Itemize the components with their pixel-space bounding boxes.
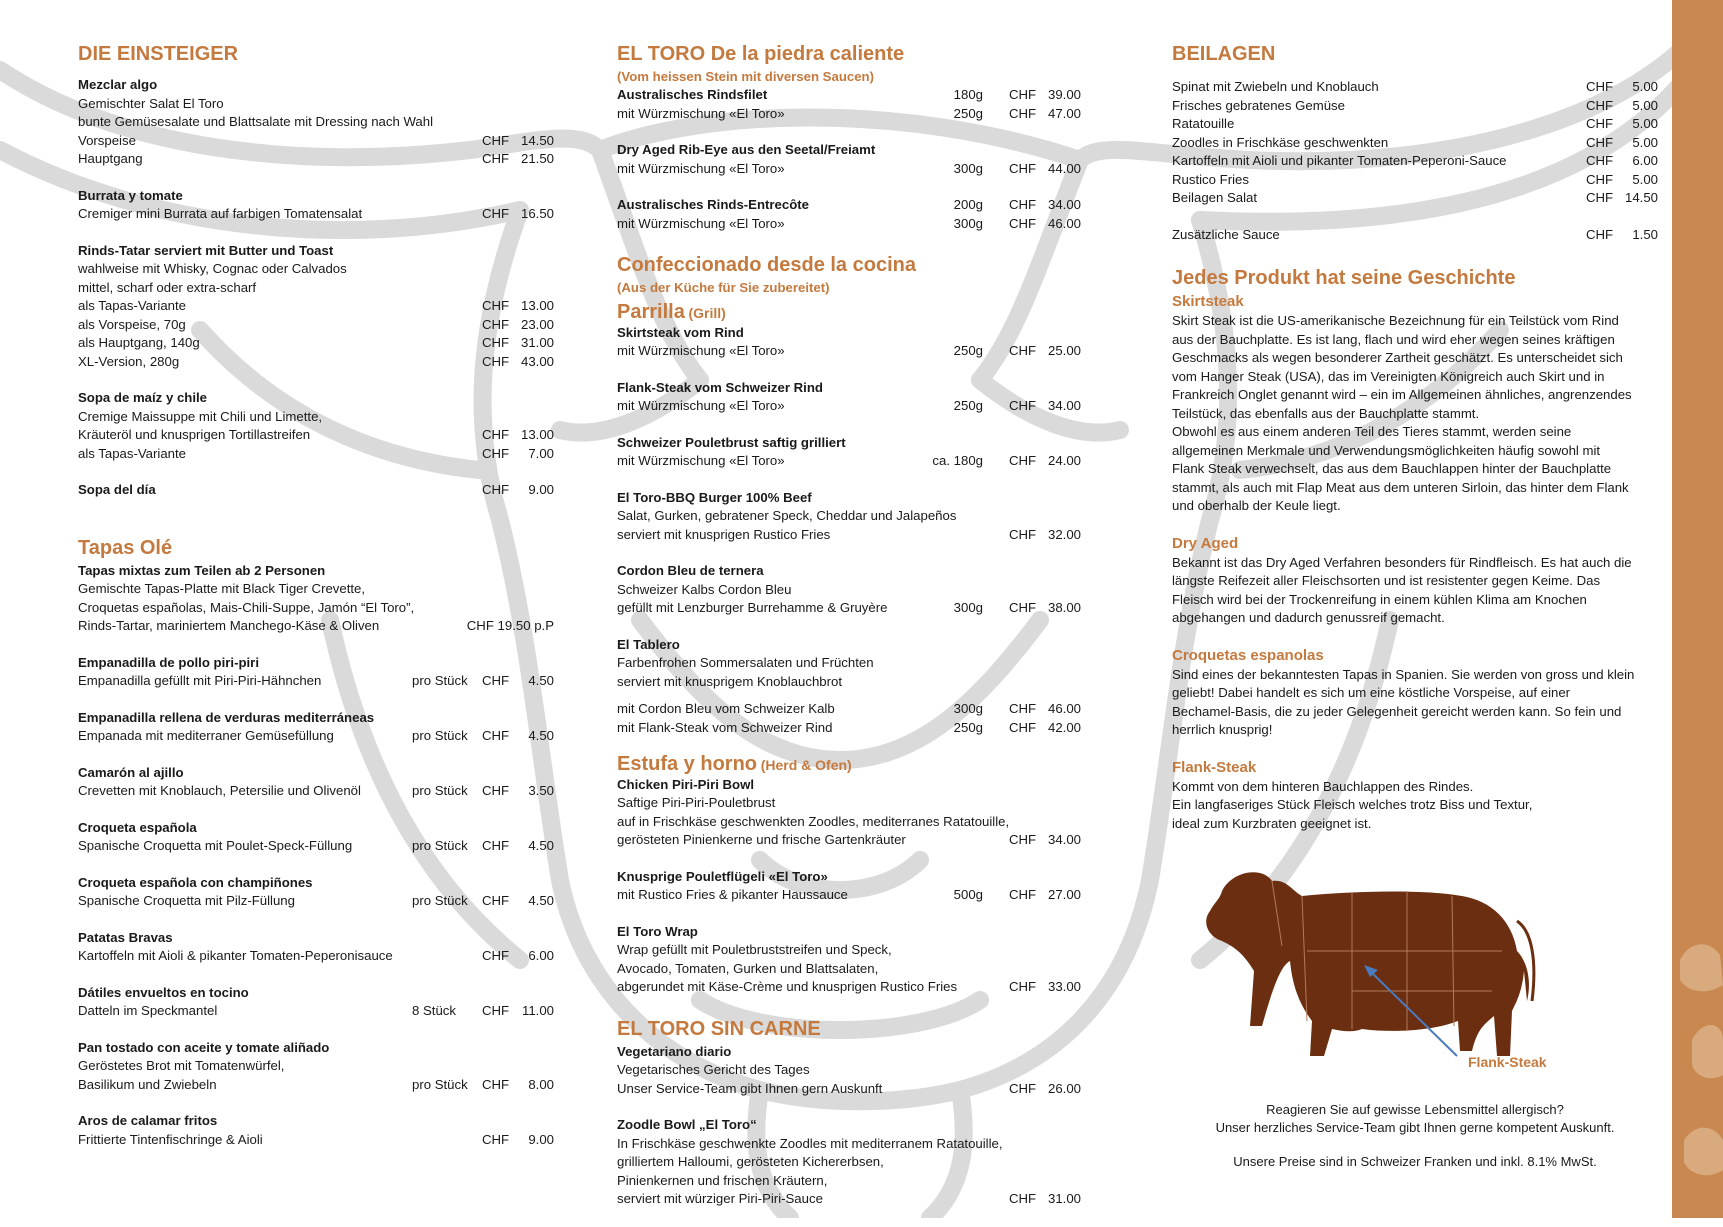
price-row: Rinds-Tartar, mariniertem Manchego-Käse & Oliven CHF 19.50 p.P	[78, 618, 554, 633]
price-row: als Tapas-Variante CHF 7.00	[78, 445, 554, 461]
price-row: mit Würzmischung «El Toro» 250g CHF 34.00	[617, 398, 1081, 413]
price-row: mit Cordon Bleu vom Schweizer Kalb 300g CHF 46.00	[617, 701, 1081, 716]
item-desc: Gemischter Salat El Toro	[78, 95, 224, 111]
price-row: mit Würzmischung «El Toro» 300g CHF 46.00	[617, 215, 1081, 231]
price-row: gerösteten Pinienkerne und frische Gartenkräuter CHF 34.00	[617, 832, 1081, 847]
price-row: Spanische Croquetta mit Poulet-Speck-Füllung pro Stück CHF 4.50	[78, 838, 554, 853]
item-name: Schweizer Pouletbrust saftig grilliert	[617, 434, 846, 450]
section-title-einsteiger: DIE EINSTEIGER	[78, 43, 239, 65]
price-row: Cremiger mini Burrata auf farbigen Tomatensalat CHF 16.50	[78, 206, 554, 221]
story-line: ideal zum Kurzbraten geeignet ist.	[1172, 815, 1372, 831]
item-name: Aros de calamar fritos	[78, 1113, 218, 1128]
item-name: Tapas mixtas zum Teilen ab 2 Personen	[78, 562, 326, 578]
menu-item-empanadilla	[78, 654, 554, 691]
menu-item-rindsfilet	[617, 86, 1081, 123]
item-name: Camarón al ajillo	[78, 764, 184, 780]
menu-item-piri-bowl	[617, 776, 1081, 850]
item-desc: Gemischte Tapas-Platte mit Black Tiger Crevette,	[78, 581, 366, 596]
section-title-cocina: Confeccionado desde la cocina	[617, 254, 916, 276]
item-name: Cordon Bleu de ternera	[617, 563, 764, 578]
list-item: Frisches gebratenes Gemüse CHF 5.00	[1172, 97, 1658, 113]
item-desc: serviert mit knusprigem Knoblauchbrot	[617, 673, 843, 689]
story-line: Fleisch wird bei der Trockenreifung in einem kühlen Klima am Knochen	[1172, 591, 1587, 607]
item-desc: Schweizer Kalbs Cordon Bleu	[617, 581, 792, 597]
price-row: XL-Version, 280g CHF 43.00	[78, 353, 554, 369]
item-desc: Saftige Piri-Piri-Pouletbrust	[617, 795, 776, 810]
item-name: Dátiles envueltos en tocino	[78, 984, 249, 1000]
item-desc: Wrap gefüllt mit Pouletbruststreifen und Speck,	[617, 942, 892, 957]
item-desc: Pinienkernen und frischen Kräutern,	[617, 1172, 828, 1188]
price-row: serviert mit würziger Piri-Piri-Sauce CHF 31.00	[617, 1191, 1081, 1206]
price-row: Australisches Rinds-Entrecôte 200g CHF 34.00	[617, 197, 1081, 212]
decorative-side-band	[1672, 0, 1723, 1218]
list-item-sauce: Zusätzliche Sauce CHF 1.50	[1172, 226, 1658, 242]
bull-silhouette-icon	[1672, 0, 1723, 1218]
story-line: allgemeinen Merkmale und Verwendungsmöglichkeiten häufig sowohl mit	[1172, 442, 1601, 458]
menu-item-pouletbrust	[617, 434, 1081, 471]
menu-item-croqueta-champinones	[78, 874, 554, 911]
item-name: Croqueta española con champiñones	[78, 874, 313, 890]
story-line: Sind eines der bekanntesten Tapas in Spanien. Sie werden von gross und klein	[1172, 666, 1635, 682]
item-desc: Cremige Maissuppe mit Chili und Limette,	[78, 408, 323, 424]
menu-item-skirtsteak	[617, 324, 1081, 361]
item-desc: Farbenfrohen Sommersalaten und Früchten	[617, 655, 874, 670]
section-title-estufa: Estufa y horno	[617, 753, 758, 775]
story-croquetas	[1172, 646, 1658, 740]
price-row: als Tapas-Variante CHF 13.00	[78, 298, 554, 313]
item-name: Patatas Bravas	[78, 929, 173, 945]
list-item: Kartoffeln mit Aioli und pikanter Tomaten-Peperoni-Sauce CHF 6.00	[1172, 153, 1658, 168]
cow-label: Flank-Steak	[1468, 1054, 1547, 1070]
story-line: abgehangen und dadurch genussreif gemacht.	[1172, 610, 1445, 625]
item-name: Mezclar algo	[78, 77, 158, 92]
price-row: Hauptgang CHF 21.50	[78, 151, 554, 166]
item-name: Pan tostado con aceite y tomate aliñado	[78, 1039, 330, 1055]
column-einsteiger-tapas	[78, 40, 554, 1167]
footer-line: Unser herzliches Service-Team gibt Ihnen gerne kompetent Auskunft.	[1215, 1120, 1615, 1135]
item-desc: Croquetas españolas, Mais-Chili-Suppe, Jamón “El Toro”,	[78, 599, 415, 615]
price-row: mit Würzmischung «El Toro» 250g CHF 25.00	[617, 343, 1081, 358]
price-row: mit Würzmischung «El Toro» 300g CHF 44.00	[617, 160, 1081, 176]
item-desc: wahlweise mit Whisky, Cognac oder Calvados	[78, 261, 347, 276]
story-line: Ein langfaseriges Stück Fleisch welches trotz Biss und Textur,	[1172, 797, 1533, 812]
menu-item-tablero	[617, 636, 1081, 738]
item-desc: auf in Frischkäse geschwenkten Zoodles, mediterranes Ratatouille,	[617, 813, 1010, 829]
cow-icon	[1192, 851, 1612, 1081]
story-line: Bechamel-Basis, die zu jeder Gelegenheit gereicht werden kann. So fein und	[1172, 703, 1622, 719]
story-title: Dry Aged	[1172, 534, 1239, 552]
price-row: Unser Service-Team gibt Ihnen gern Auskunft CHF 26.00	[617, 1080, 1081, 1096]
menu-item-calamar	[78, 1112, 554, 1149]
item-name: El Toro-BBQ Burger 100% Beef	[617, 489, 812, 505]
price-row: abgerundet mit Käse-Crème und knusprigen Rustico Fries CHF 33.00	[617, 979, 1081, 994]
item-name: Empanadilla rellena de verduras mediterráneas	[78, 709, 375, 725]
story-line: vom Hanger Steak (USA), das im Vereinigten Königreich auch Skirt und in	[1172, 368, 1605, 384]
section-subtitle-estufa: (Herd & Ofen)	[760, 757, 852, 773]
story-line: herrlich knusprig!	[1172, 722, 1273, 737]
price-row: serviert mit knusprigen Rustico Fries CHF 32.00	[617, 526, 1081, 542]
item-name: Flank-Steak vom Schweizer Rind	[617, 379, 823, 395]
item-desc: Salat, Gurken, gebratener Speck, Cheddar und Jalapeños	[617, 508, 957, 523]
menu-item-tatar	[78, 242, 554, 372]
price-row: Empanadilla gefüllt mit Piri-Piri-Hähnchen pro Stück CHF 4.50	[78, 673, 554, 688]
section-title-tapas: Tapas Olé	[78, 536, 173, 559]
column-main-dishes	[617, 40, 1081, 1227]
item-name: Rinds-Tatar serviert mit Butter und Toast	[78, 242, 334, 258]
section-title-parrilla: Parrilla	[617, 301, 685, 323]
item-name: Vegetariano diario	[617, 1043, 732, 1059]
section-subtitle-parrilla: (Grill)	[688, 305, 726, 321]
story-line: Obwohl es aus einem anderen Teil des Tieres stammt, werden seine	[1172, 424, 1572, 439]
story-line: und oberhalb der Keule liegt.	[1172, 498, 1341, 513]
section-title-beilagen: BEILAGEN	[1172, 43, 1276, 65]
price-row: Kräuteröl und knusprigen Tortillastreifen CHF 13.00	[78, 427, 554, 442]
menu-item-flank-steak	[617, 379, 1081, 416]
item-desc: Geröstetes Brot mit Tomatenwürfel,	[78, 1058, 285, 1073]
section-title-piedra: EL TORO De la piedra caliente	[617, 43, 905, 65]
menu-item-patatas	[78, 929, 554, 966]
menu-item-camaron	[78, 764, 554, 801]
price-row: Australisches Rindsfilet 180g CHF 39.00	[617, 87, 1081, 102]
item-name: Knusprige Pouletflügeli «El Toro»	[617, 868, 828, 884]
price-row: mit Würzmischung «El Toro» ca. 180g CHF 24.00	[617, 453, 1081, 468]
story-line: Skirt Steak ist die US-amerikanische Bezeichnung für ein Teilstück vom Rind	[1172, 313, 1619, 328]
footer-allergy	[1172, 1101, 1658, 1171]
section-title-sin-carne: EL TORO SIN CARNE	[617, 1017, 821, 1040]
item-name: El Tablero	[617, 636, 680, 652]
list-item: Ratatouille CHF 5.00	[1172, 116, 1658, 131]
list-item: Spinat mit Zwiebeln und Knoblauch CHF 5.00	[1172, 79, 1658, 94]
story-line: Flank Steak verwechselt, das aus dem Bauchlappen hinter der Bauchplatte	[1172, 461, 1612, 476]
story-line: geliebt! Dabei handelt es sich um eine köstliche Vorspeise, auf einer	[1172, 685, 1571, 700]
price-row: gefüllt mit Lenzburger Burrehamme & Gruyère 300g CHF 38.00	[617, 600, 1081, 615]
menu-item-burger	[617, 489, 1081, 545]
item-name: Burrata y tomate	[78, 187, 183, 203]
price-row: Vorspeise CHF 14.50	[78, 132, 554, 148]
beilagen-list	[1172, 78, 1658, 244]
price-row: Basilikum und Zwiebeln pro Stück CHF 8.00	[78, 1076, 554, 1092]
story-line: längste Reifezeit aller Fleischsorten und ist resistenter gegen Keime. Das	[1172, 573, 1601, 588]
menu-item-pan	[78, 1039, 554, 1095]
price-row: Datteln im Speckmantel 8 Stück CHF 11.00	[78, 1003, 554, 1018]
item-name: Skirtsteak vom Rind	[617, 324, 744, 340]
list-item: Rustico Fries CHF 5.00	[1172, 171, 1658, 187]
item-name: Zoodle Bowl „El Toro“	[617, 1117, 757, 1132]
item-desc: grilliertem Halloumi, gerösteten Kichererbsen,	[617, 1154, 884, 1169]
story-dry-aged	[1172, 534, 1658, 628]
menu-item-burrata	[78, 187, 554, 224]
item-desc: Vegetarisches Gericht des Tages	[617, 1062, 810, 1077]
item-name: Empanadilla de pollo piri-piri	[78, 654, 259, 670]
price-row: als Hauptgang, 140g CHF 31.00	[78, 335, 554, 350]
menu-item-datiles	[78, 984, 554, 1021]
cow-diagram	[1172, 851, 1658, 1101]
menu-item-pouletfluegeli	[617, 868, 1081, 905]
story-line: Bekannt ist das Dry Aged Verfahren besonders für Rindfleisch. Es hat auch die	[1172, 554, 1632, 570]
story-line: Frankreich Onglet genannt wird – ein im Allgemeinen ähnliches, angrenzendes	[1172, 387, 1632, 402]
price-row: Spanische Croquetta mit Pilz-Füllung pro Stück CHF 4.50	[78, 893, 554, 908]
menu-item-vegetariano	[617, 1043, 1081, 1099]
item-name: Chicken Piri-Piri Bowl	[617, 776, 755, 792]
menu-item-cordon-bleu	[617, 562, 1081, 618]
footer-prices-note: Unsere Preise sind in Schweizer Franken und inkl. 8.1% MwSt.	[1233, 1154, 1597, 1169]
story-title: Skirtsteak	[1172, 293, 1244, 310]
price-row: Empanada mit mediterraner Gemüsefüllung pro Stück CHF 4.50	[78, 728, 554, 743]
item-name: El Toro Wrap	[617, 923, 698, 939]
item-name: Croqueta española	[78, 819, 197, 835]
price-row: Crevetten mit Knoblauch, Petersilie und Olivenöl pro Stück CHF 3.50	[78, 783, 554, 798]
price-row: mit Rustico Fries & pikanter Haussauce 500g CHF 27.00	[617, 887, 1081, 902]
menu-item-maiz	[78, 389, 554, 463]
menu-item-zoodle-bowl	[617, 1116, 1081, 1209]
menu-item-wrap	[617, 923, 1081, 997]
list-item: Beilagen Salat CHF 14.50	[1172, 190, 1658, 205]
column-beilagen-stories	[1172, 40, 1658, 1171]
section-title-geschichte: Jedes Produkt hat seine Geschichte	[1172, 267, 1516, 289]
story-line: Kommt von dem hinteren Bauchlappen des Rindes.	[1172, 778, 1474, 794]
menu-item-rib-eye	[617, 141, 1081, 178]
story-title: Croquetas espanolas	[1172, 646, 1324, 664]
item-desc: In Frischkäse geschwenkte Zoodles mit mediterranem Ratatouille,	[617, 1135, 1003, 1151]
menu-item-tapas-mixtas	[78, 562, 554, 636]
list-item: Zoodles in Frischkäse geschwenkten CHF 5.00	[1172, 134, 1658, 150]
price-row: Kartoffeln mit Aioli & pikanter Tomaten-Peperonisauce CHF 6.00	[78, 948, 554, 963]
price-row: mit Würzmischung «El Toro» 250g CHF 47.00	[617, 105, 1081, 121]
price-row: als Vorspeise, 70g CHF 23.00	[78, 316, 554, 332]
story-flank-steak	[1172, 758, 1658, 834]
price-row: Frittierte Tintenfischringe & Aioli CHF 9.00	[78, 1131, 554, 1147]
story-line: Teilstück, das ebenfalls aus der Bauchplatte stammt.	[1172, 405, 1480, 421]
story-title: Flank-Steak	[1172, 758, 1257, 776]
price-row: mit Flank-Steak vom Schweizer Rind 250g CHF 42.00	[617, 719, 1081, 735]
story-line: Geschmacks als wegen besonderer Zartheit geschätzt. Es unterscheidet sich	[1172, 350, 1623, 365]
section-subtitle-cocina: (Aus der Küche für Sie zubereitet)	[617, 280, 830, 295]
story-line: stammt, als auch mit Flap Meat aus dem unteren Sirloin, das hinter dem Flank	[1172, 479, 1629, 495]
item-desc: mittel, scharf oder extra-scharf	[78, 279, 257, 295]
item-name: Dry Aged Rib-Eye aus den Seetal/Freiamt	[617, 142, 876, 157]
footer-line: Reagieren Sie auf gewisse Lebensmittel allergisch?	[1266, 1102, 1564, 1117]
item-name: Sopa de maíz y chile	[78, 390, 207, 405]
item-desc: Avocado, Tomaten, Gurken und Blattsalaten,	[617, 960, 879, 976]
menu-item-empanadilla-verduras	[78, 709, 554, 746]
menu-item-entrecote	[617, 196, 1081, 233]
story-line: aus der Bauchplatte. Es ist lang, flach und wird eher wegen seines kräftigen	[1172, 331, 1615, 347]
price-row: Sopa del día CHF 9.00	[78, 482, 554, 497]
menu-item-mezclar	[78, 76, 554, 169]
menu-item-croqueta	[78, 819, 554, 856]
story-skirtsteak	[1172, 292, 1658, 516]
section-subtitle-piedra: (Vom heissen Stein mit diversen Saucen)	[617, 69, 874, 84]
item-desc: bunte Gemüsesalate und Blattsalate mit Dressing nach Wahl	[78, 114, 434, 129]
menu-item-sopa-dia	[78, 481, 554, 500]
